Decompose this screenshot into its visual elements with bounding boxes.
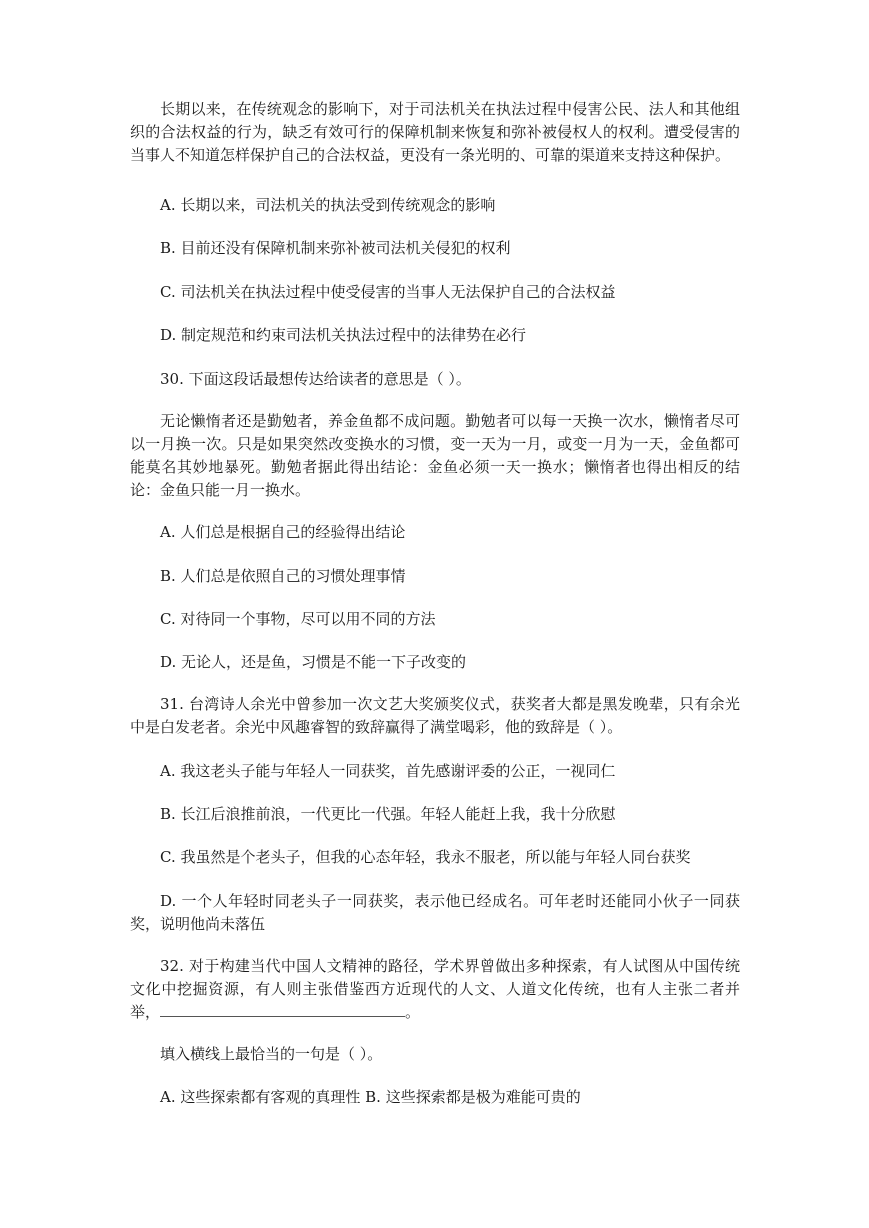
q32-prompt: 填入横线上最恰当的一句是（ ）。 bbox=[160, 1045, 383, 1063]
q30-option-d: D. 无论人，还是鱼，习惯是不能一下子改变的 bbox=[160, 653, 467, 671]
q31-option-d: D. 一个人年轻时同老头子一同获奖，表示他已经成名。可年老时还能同小伙子一同获奖，说明他尚未落伍 bbox=[130, 892, 740, 933]
q31-option-c: C. 我虽然是个老头子，但我的心态年轻，我永不服老，所以能与年轻人同台获奖 bbox=[160, 848, 691, 866]
q32-stem bbox=[130, 955, 740, 1024]
q29-option-d: D. 制定规范和约束司法机关执法过程中的法律势在必行 bbox=[160, 326, 527, 344]
q31-option-b: B. 长江后浪推前浪，一代更比一代强。年轻人能赶上我，我十分欣慰 bbox=[160, 805, 616, 823]
q30-option-b: B. 人们总是依照自己的习惯处理事情 bbox=[160, 567, 406, 585]
q30-option-c: C. 对待同一个事物，尽可以用不同的方法 bbox=[160, 610, 436, 628]
q31-option-a: A. 我这老头子能与年轻人一同获奖，首先感谢评委的公正，一视同仁 bbox=[160, 762, 616, 780]
q32-stem-end: 。 bbox=[405, 1003, 421, 1021]
q30-passage: 无论懒惰者还是勤勉者，养金鱼都不成问题。勤勉者可以每一天换一次水，懒惰者尽可以一月换一次。只是如果突然改变换水的习惯，变一天为一月，或变一月为一天，金鱼都可能莫名其妙地暴死。勤勉者据此得出结论：金鱼必须一天一换水；懒惰者也得出相反的结论：金鱼只能一月一换水。 bbox=[130, 412, 740, 499]
q31-stem: 31. 台湾诗人余光中曾参加一次文艺大奖颁奖仪式，获奖者大都是黑发晚辈，只有余光中是白发老者。余光中风趣睿智的致辞赢得了满堂喝彩，他的致辞是（ ）。 bbox=[130, 695, 740, 736]
fill-in-blank bbox=[160, 1001, 405, 1017]
q29-option-c: C. 司法机关在执法过程中使受侵害的当事人无法保护自己的合法权益 bbox=[160, 283, 616, 301]
q29-option-a: A. 长期以来，司法机关的执法受到传统观念的影响 bbox=[160, 196, 496, 214]
q30-option-a: A. 人们总是根据自己的经验得出结论 bbox=[160, 523, 406, 541]
q32-options-line: A. 这些探索都有客观的真理性 B. 这些探索都是极为难能可贵的 bbox=[160, 1088, 581, 1106]
passage-intro: 长期以来，在传统观念的影响下，对于司法机关在执法过程中侵害公民、法人和其他组织的合法权益的行为，缺乏有效可行的保障机制来恢复和弥补被侵权人的权利。遭受侵害的当事人不知道怎样保护自己的合法权益，更没有一条光明的、可靠的渠道来支持这种保护。 bbox=[130, 100, 740, 164]
q30-stem: 30. 下面这段话最想传达给读者的意思是（ ）。 bbox=[160, 370, 471, 388]
q29-option-b: B. 目前还没有保障机制来弥补被司法机关侵犯的权利 bbox=[160, 239, 511, 257]
q32-stem-text: 32. 对于构建当代中国人文精神的路径，学术界曾做出多种探索，有人试图从中国传统文化中挖掘资源，有人则主张借鉴西方近现代的人文、人道文化传统，也有人主张二者并举， bbox=[130, 957, 740, 1021]
